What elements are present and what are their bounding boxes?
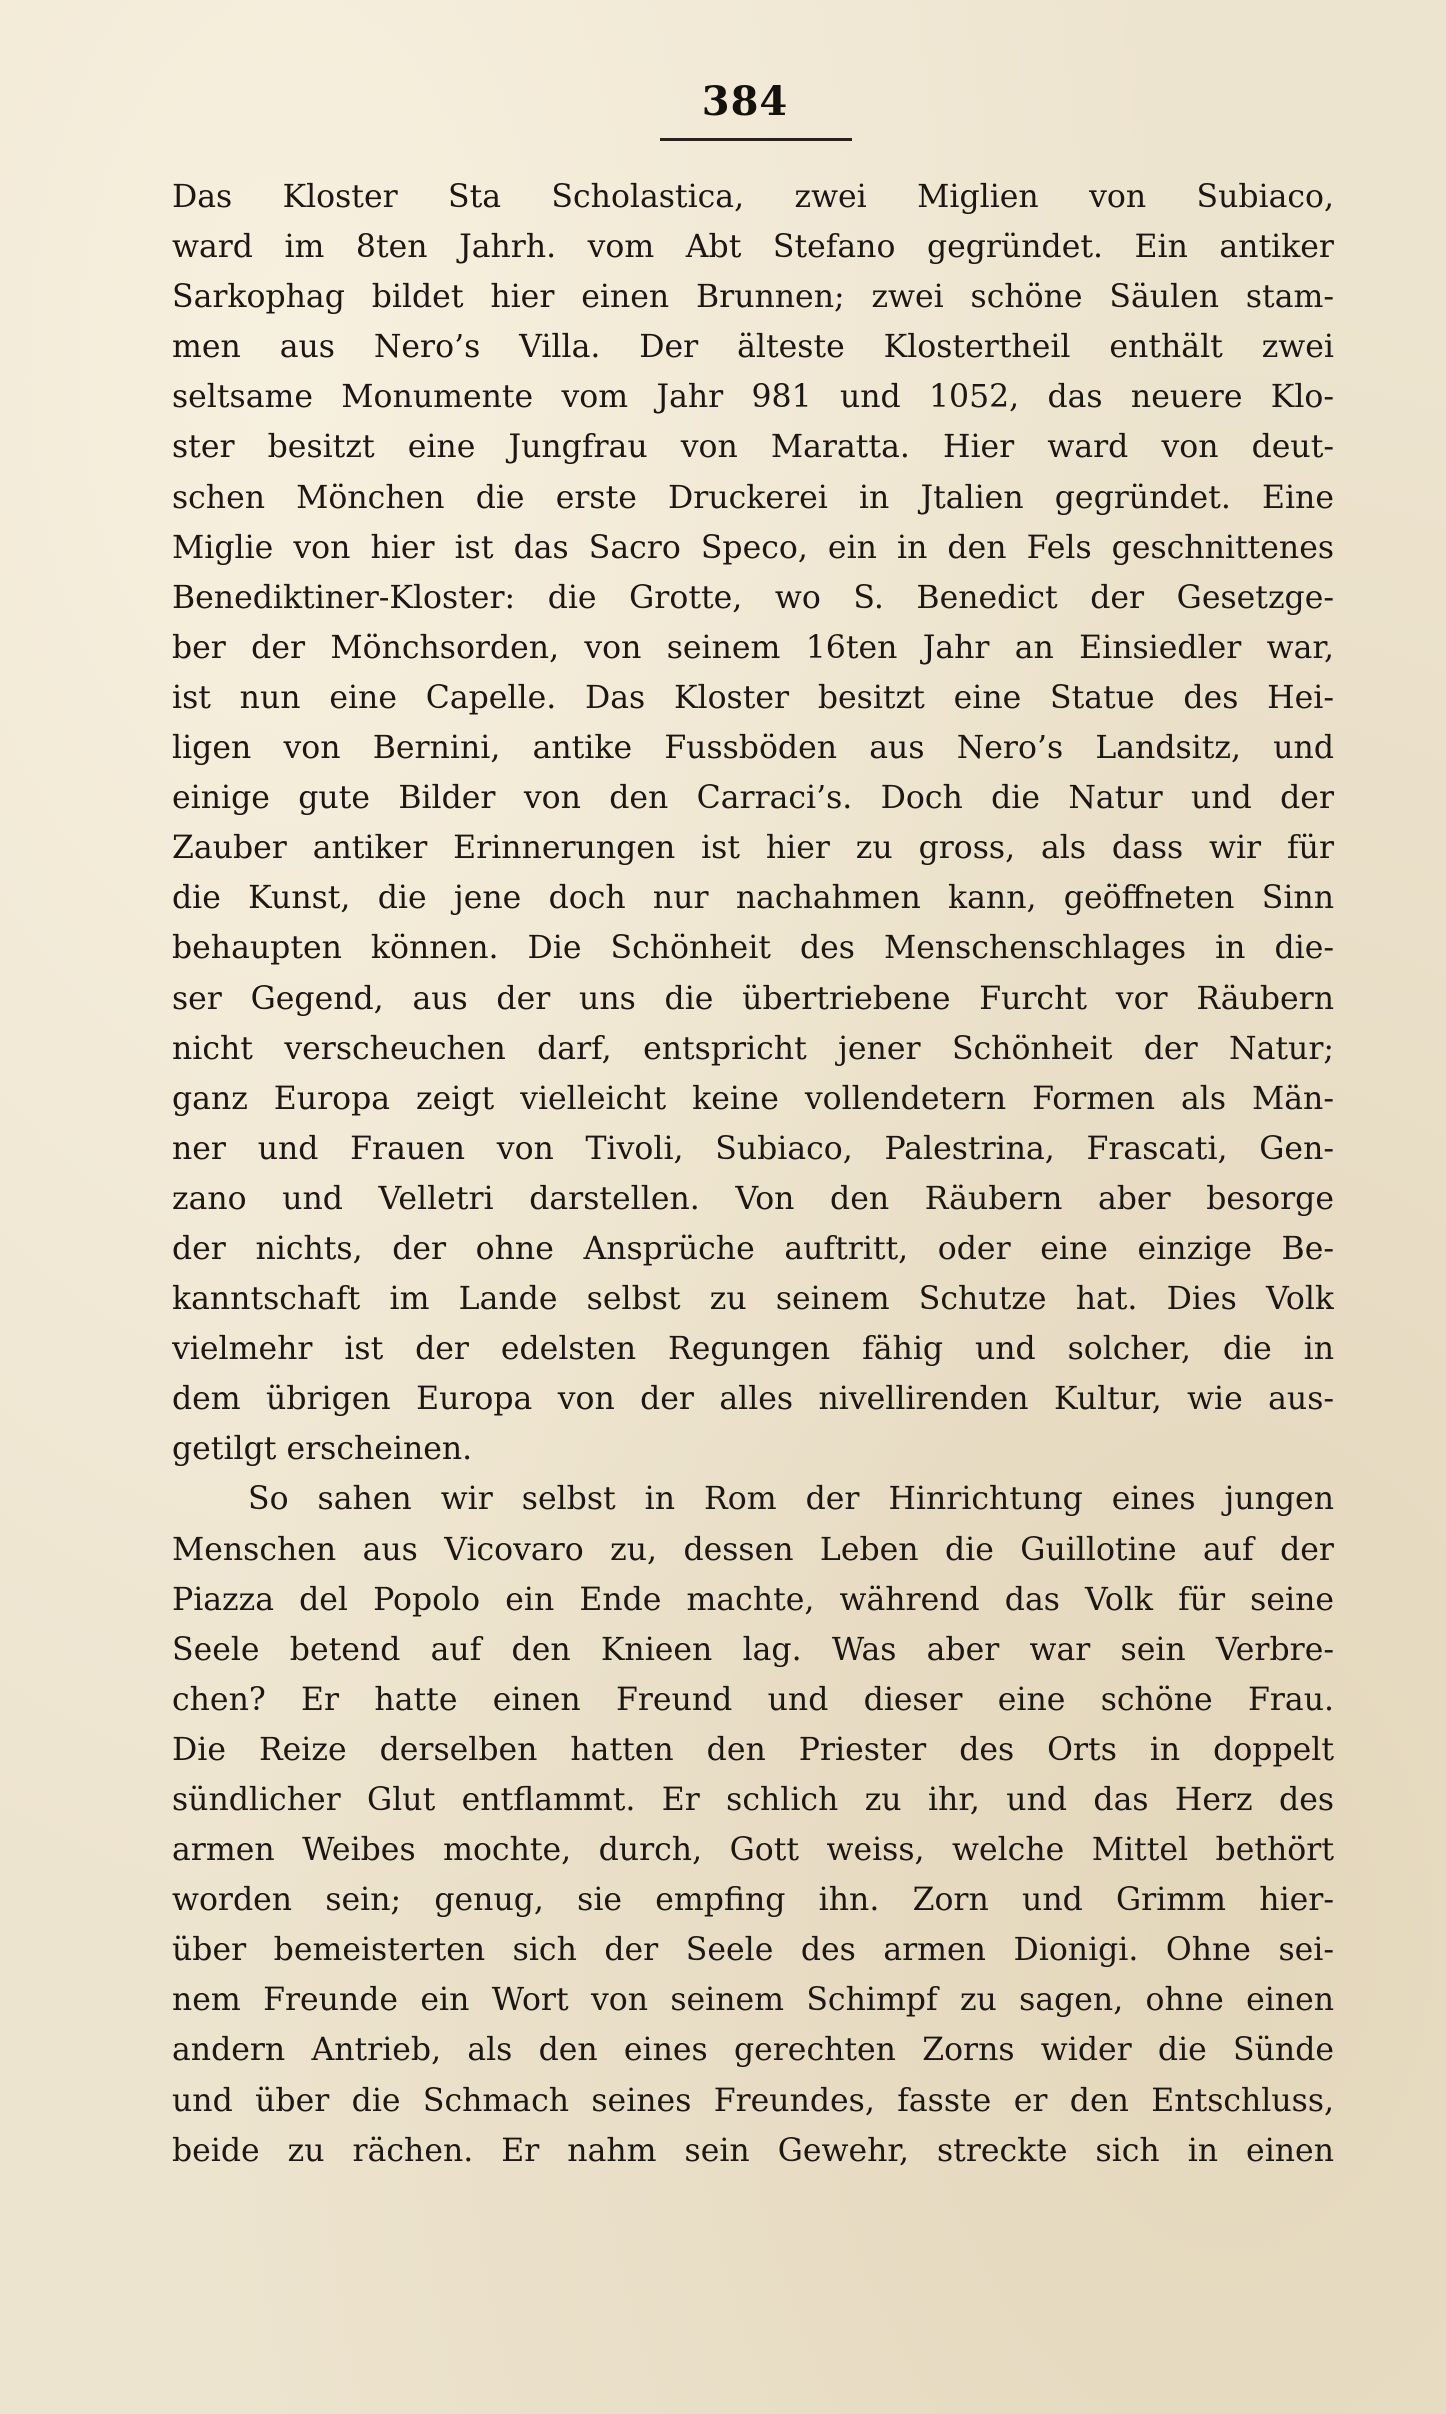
text-line: vielmehr ist der edelsten Regungen fähig und solcher, die in bbox=[172, 1331, 1334, 1368]
text-line: Zauber antiker Erinnerungen ist hier zu gross, als dass wir für bbox=[172, 830, 1334, 867]
text-line: armen Weibes mochte, durch, Gott weiss, welche Mittel bethört bbox=[172, 1832, 1334, 1869]
text-line: Sarkophag bildet hier einen Brunnen; zwei schöne Säulen stam- bbox=[172, 279, 1334, 316]
text-line: schen Mönchen die erste Druckerei in Jtalien gegründet. Eine bbox=[172, 479, 1334, 516]
text-line: ser Gegend, aus der uns die übertriebene Furcht vor Räubern bbox=[172, 980, 1334, 1017]
text-line: Miglie von hier ist das Sacro Speco, ein in den Fels geschnittenes bbox=[172, 529, 1334, 566]
text-line: ligen von Bernini, antike Fussböden aus Nero’s Landsitz, und bbox=[172, 730, 1334, 767]
text-line: men aus Nero’s Villa. Der älteste Klostertheil enthält zwei bbox=[172, 329, 1334, 366]
text-line: worden sein; genug, sie empfing ihn. Zorn und Grimm hier- bbox=[172, 1882, 1334, 1919]
text-line: seltsame Monumente vom Jahr 981 und 1052, das neuere Klo- bbox=[172, 379, 1334, 416]
paragraph bbox=[172, 1474, 1334, 2175]
text-line: andern Antrieb, als den eines gerechten Zorns wider die Sünde bbox=[172, 2032, 1334, 2069]
text-line: Seele betend auf den Knieen lag. Was aber war sein Verbre- bbox=[172, 1631, 1334, 1668]
text-line: Das Kloster Sta Scholastica, zwei Miglien von Subiaco, bbox=[172, 179, 1334, 215]
text-line: dem übrigen Europa von der alles nivellirenden Kultur, wie aus- bbox=[172, 1381, 1334, 1418]
paragraph bbox=[172, 172, 1334, 1474]
body-text bbox=[172, 172, 1334, 2176]
text-line: über bemeisterten sich der Seele des armen Dionigi. Ohne sei- bbox=[172, 1932, 1334, 1969]
text-line: und über die Schmach seines Freundes, fasste er den Entschluss, bbox=[172, 2082, 1334, 2119]
text-line: Benediktiner-Kloster: die Grotte, wo S. Benedict der Gesetzge- bbox=[172, 579, 1334, 616]
text-line: sündlicher Glut entflammt. Er schlich zu ihr, und das Herz des bbox=[172, 1782, 1334, 1818]
text-line: die Kunst, die jene doch nur nachahmen kann, geöffneten Sinn bbox=[172, 880, 1334, 917]
text-line: ist nun eine Capelle. Das Kloster besitzt eine Statue des Hei- bbox=[172, 679, 1334, 716]
text-line: Menschen aus Vicovaro zu, dessen Leben die Guillotine auf der bbox=[172, 1531, 1334, 1568]
text-line: der nichts, der ohne Ansprüche auftritt, oder eine einzige Be- bbox=[172, 1230, 1334, 1267]
text-line: behaupten können. Die Schönheit des Menschenschlages in die- bbox=[172, 930, 1334, 967]
text-line: ber der Mönchsorden, von seinem 16ten Jahr an Einsiedler war, bbox=[172, 629, 1334, 666]
text-line: ward im 8ten Jahrh. vom Abt Stefano gegründet. Ein antiker bbox=[172, 229, 1334, 266]
text-line: zano und Velletri darstellen. Von den Räubern aber besorge bbox=[172, 1180, 1334, 1217]
text-line: Die Reize derselben hatten den Priester des Orts in doppelt bbox=[172, 1731, 1334, 1768]
page-number: 384 bbox=[701, 78, 789, 125]
text-line: nicht verscheuchen darf, entspricht jener Schönheit der Natur; bbox=[172, 1030, 1334, 1067]
text-line: Piazza del Popolo ein Ende machte, während das Volk für seine bbox=[172, 1581, 1334, 1618]
text-line: ster besitzt eine Jungfrau von Maratta. Hier ward von deut- bbox=[172, 429, 1334, 466]
text-line: beide zu rächen. Er nahm sein Gewehr, streckte sich in einen bbox=[172, 2132, 1334, 2169]
text-line: einige gute Bilder von den Carraci’s. Doch die Natur und der bbox=[172, 780, 1334, 817]
page-number-rule bbox=[660, 138, 852, 141]
text-line: kanntschaft im Lande selbst zu seinem Schutze hat. Dies Volk bbox=[172, 1281, 1334, 1318]
text-line: ner und Frauen von Tivoli, Subiaco, Palestrina, Frascati, Gen- bbox=[172, 1130, 1334, 1167]
text-line: ganz Europa zeigt vielleicht keine vollendetern Formen als Män- bbox=[172, 1080, 1334, 1117]
text-line: getilgt erscheinen. bbox=[172, 1431, 473, 1468]
text-line: So sahen wir selbst in Rom der Hinrichtung eines jungen bbox=[248, 1481, 1334, 1518]
text-line: nem Freunde ein Wort von seinem Schimpf zu sagen, ohne einen bbox=[172, 1982, 1334, 2019]
text-line: chen? Er hatte einen Freund und dieser eine schöne Frau. bbox=[172, 1681, 1334, 1718]
